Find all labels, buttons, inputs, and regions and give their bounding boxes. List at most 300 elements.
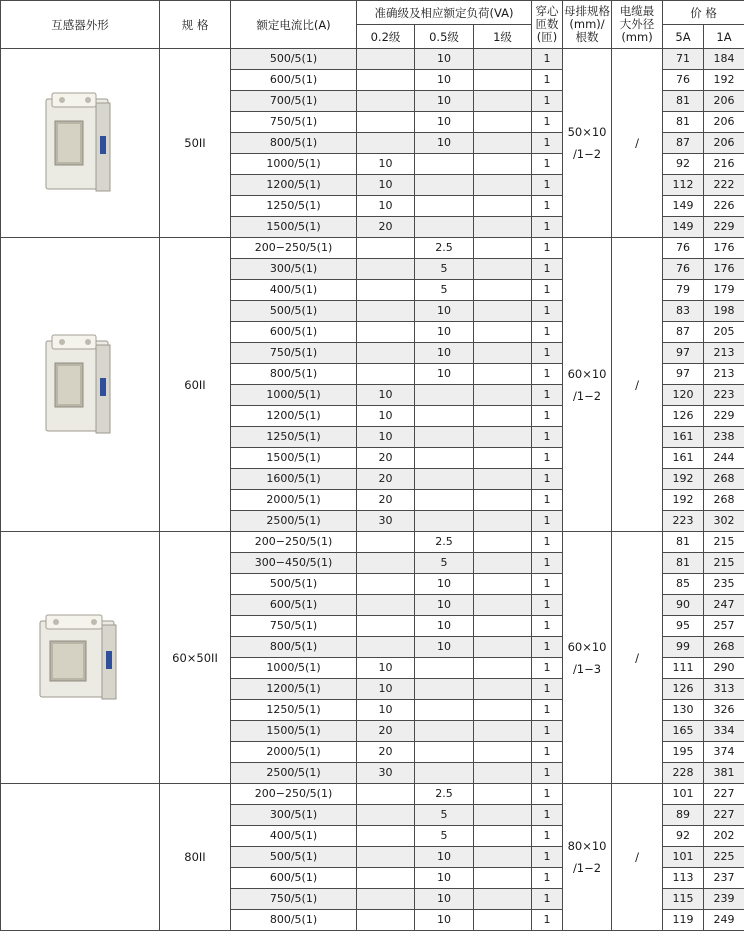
busbar-count: /1−2: [572, 147, 602, 161]
price-1a-cell: 226: [704, 196, 744, 217]
ratio-cell: 750/5(1): [231, 112, 357, 133]
acc-05-cell: 10: [415, 133, 474, 154]
acc-05-cell: [415, 658, 474, 679]
header-price: 价 格: [663, 1, 744, 25]
acc-02-cell: 20: [357, 721, 415, 742]
acc-02-cell: [357, 49, 415, 70]
ratio-cell: 1000/5(1): [231, 658, 357, 679]
header-acc-1: 1级: [474, 25, 532, 49]
turns-cell: 1: [532, 574, 563, 595]
ratio-cell: 1500/5(1): [231, 448, 357, 469]
price-1a-cell: 235: [704, 574, 744, 595]
spec-cell: 50II: [160, 49, 231, 238]
acc-05-cell: [415, 469, 474, 490]
busbar-size: 80×10: [567, 839, 607, 853]
ratio-cell: 800/5(1): [231, 133, 357, 154]
acc-1-cell: [474, 91, 532, 112]
price-5a-cell: 87: [663, 322, 704, 343]
price-5a-cell: 192: [663, 490, 704, 511]
price-5a-cell: 76: [663, 238, 704, 259]
price-1a-cell: 215: [704, 553, 744, 574]
acc-02-cell: 30: [357, 511, 415, 532]
acc-05-cell: 2.5: [415, 784, 474, 805]
price-1a-cell: 205: [704, 322, 744, 343]
cable-cell: /: [612, 238, 663, 532]
header-price-1a: 1A: [704, 25, 744, 49]
acc-05-cell: [415, 448, 474, 469]
turns-cell: 1: [532, 196, 563, 217]
turns-cell: 1: [532, 616, 563, 637]
turns-cell: 1: [532, 910, 563, 931]
price-1a-cell: 334: [704, 721, 744, 742]
turns-cell: 1: [532, 679, 563, 700]
acc-02-cell: [357, 70, 415, 91]
header-cable-text: 电缆最大外径(mm): [619, 4, 655, 44]
price-5a-cell: 115: [663, 889, 704, 910]
acc-02-cell: 10: [357, 406, 415, 427]
acc-1-cell: [474, 868, 532, 889]
price-5a-cell: 161: [663, 427, 704, 448]
acc-1-cell: [474, 406, 532, 427]
acc-02-cell: 10: [357, 700, 415, 721]
turns-cell: 1: [532, 385, 563, 406]
turns-cell: 1: [532, 259, 563, 280]
acc-05-cell: [415, 763, 474, 784]
acc-1-cell: [474, 595, 532, 616]
acc-1-cell: [474, 385, 532, 406]
price-1a-cell: 213: [704, 343, 744, 364]
busbar-count: /1−3: [572, 661, 602, 676]
turns-cell: 1: [532, 469, 563, 490]
acc-05-cell: 5: [415, 805, 474, 826]
price-1a-cell: 247: [704, 595, 744, 616]
ratio-cell: 800/5(1): [231, 364, 357, 385]
acc-02-cell: 10: [357, 154, 415, 175]
price-5a-cell: 120: [663, 385, 704, 406]
spec-cell: 60II: [160, 238, 231, 532]
acc-1-cell: [474, 364, 532, 385]
price-1a-cell: 192: [704, 70, 744, 91]
acc-02-cell: [357, 238, 415, 259]
price-5a-cell: 126: [663, 406, 704, 427]
turns-cell: 1: [532, 133, 563, 154]
price-1a-cell: 206: [704, 112, 744, 133]
acc-02-cell: [357, 112, 415, 133]
acc-05-cell: [415, 679, 474, 700]
ratio-cell: 500/5(1): [231, 574, 357, 595]
acc-02-cell: [357, 805, 415, 826]
price-5a-cell: 81: [663, 553, 704, 574]
acc-1-cell: [474, 679, 532, 700]
acc-05-cell: [415, 511, 474, 532]
acc-1-cell: [474, 175, 532, 196]
cable-cell: /: [612, 784, 663, 931]
price-5a-cell: 195: [663, 742, 704, 763]
price-1a-cell: 313: [704, 679, 744, 700]
ratio-cell: 2500/5(1): [231, 511, 357, 532]
turns-cell: 1: [532, 364, 563, 385]
price-1a-cell: 374: [704, 742, 744, 763]
header-price-5a: 5A: [663, 25, 704, 49]
price-5a-cell: 101: [663, 784, 704, 805]
turns-cell: 1: [532, 490, 563, 511]
acc-05-cell: 10: [415, 910, 474, 931]
price-1a-cell: 268: [704, 637, 744, 658]
busbar-cell: [563, 238, 612, 532]
acc-1-cell: [474, 217, 532, 238]
turns-cell: 1: [532, 217, 563, 238]
acc-02-cell: [357, 616, 415, 637]
price-1a-cell: 202: [704, 826, 744, 847]
turns-cell: 1: [532, 805, 563, 826]
price-5a-cell: 92: [663, 826, 704, 847]
acc-05-cell: 10: [415, 868, 474, 889]
acc-1-cell: [474, 448, 532, 469]
acc-02-cell: [357, 784, 415, 805]
acc-02-cell: [357, 868, 415, 889]
turns-cell: 1: [532, 511, 563, 532]
acc-1-cell: [474, 490, 532, 511]
price-1a-cell: 222: [704, 175, 744, 196]
acc-1-cell: [474, 427, 532, 448]
price-5a-cell: 76: [663, 70, 704, 91]
busbar-size: 60×10: [567, 366, 607, 381]
price-5a-cell: 79: [663, 280, 704, 301]
acc-05-cell: [415, 196, 474, 217]
acc-1-cell: [474, 301, 532, 322]
acc-02-cell: [357, 364, 415, 385]
turns-cell: 1: [532, 847, 563, 868]
acc-1-cell: [474, 532, 532, 553]
acc-02-cell: 20: [357, 490, 415, 511]
ratio-cell: 1600/5(1): [231, 469, 357, 490]
acc-1-cell: [474, 847, 532, 868]
acc-05-cell: [415, 427, 474, 448]
acc-05-cell: 5: [415, 826, 474, 847]
acc-1-cell: [474, 742, 532, 763]
acc-02-cell: [357, 910, 415, 931]
table-row: [1, 784, 744, 805]
cable-cell: /: [612, 532, 663, 784]
turns-cell: 1: [532, 826, 563, 847]
acc-02-cell: [357, 343, 415, 364]
turns-cell: 1: [532, 553, 563, 574]
turns-cell: 1: [532, 175, 563, 196]
price-5a-cell: 228: [663, 763, 704, 784]
ratio-cell: 750/5(1): [231, 616, 357, 637]
header-turns-text: 穿心匝数(匝): [535, 4, 559, 44]
transformer-photo-cell: [1, 784, 160, 931]
acc-1-cell: [474, 553, 532, 574]
acc-1-cell: [474, 889, 532, 910]
price-5a-cell: 85: [663, 574, 704, 595]
acc-1-cell: [474, 658, 532, 679]
ratio-cell: 1250/5(1): [231, 196, 357, 217]
turns-cell: 1: [532, 637, 563, 658]
turns-cell: 1: [532, 721, 563, 742]
ratio-cell: 300/5(1): [231, 805, 357, 826]
acc-1-cell: [474, 574, 532, 595]
acc-05-cell: [415, 700, 474, 721]
turns-cell: 1: [532, 700, 563, 721]
ratio-cell: 1000/5(1): [231, 385, 357, 406]
acc-05-cell: 10: [415, 637, 474, 658]
turns-cell: 1: [532, 70, 563, 91]
acc-1-cell: [474, 154, 532, 175]
price-1a-cell: 239: [704, 889, 744, 910]
acc-02-cell: [357, 595, 415, 616]
ratio-cell: 1000/5(1): [231, 154, 357, 175]
table-body: [1, 49, 744, 931]
acc-02-cell: 10: [357, 679, 415, 700]
price-5a-cell: 165: [663, 721, 704, 742]
acc-02-cell: [357, 553, 415, 574]
header-busbar: [563, 1, 612, 49]
price-1a-cell: 179: [704, 280, 744, 301]
price-1a-cell: 213: [704, 364, 744, 385]
acc-1-cell: [474, 511, 532, 532]
price-1a-cell: 227: [704, 805, 744, 826]
ratio-cell: 200−250/5(1): [231, 238, 357, 259]
turns-cell: 1: [532, 49, 563, 70]
busbar-cell: [563, 784, 612, 931]
price-1a-cell: 244: [704, 448, 744, 469]
turns-cell: 1: [532, 784, 563, 805]
turns-cell: 1: [532, 427, 563, 448]
price-1a-cell: 238: [704, 427, 744, 448]
price-5a-cell: 83: [663, 301, 704, 322]
acc-1-cell: [474, 49, 532, 70]
price-1a-cell: 290: [704, 658, 744, 679]
turns-cell: 1: [532, 343, 563, 364]
price-5a-cell: 223: [663, 511, 704, 532]
acc-1-cell: [474, 259, 532, 280]
price-1a-cell: 206: [704, 91, 744, 112]
ratio-cell: 600/5(1): [231, 868, 357, 889]
acc-05-cell: 2.5: [415, 238, 474, 259]
acc-05-cell: 10: [415, 322, 474, 343]
price-1a-cell: 223: [704, 385, 744, 406]
acc-05-cell: 10: [415, 343, 474, 364]
transformer-image: [42, 333, 118, 437]
ratio-cell: 1200/5(1): [231, 679, 357, 700]
acc-1-cell: [474, 721, 532, 742]
price-5a-cell: 130: [663, 700, 704, 721]
acc-05-cell: [415, 154, 474, 175]
acc-05-cell: 10: [415, 847, 474, 868]
acc-05-cell: 10: [415, 616, 474, 637]
ratio-cell: 1200/5(1): [231, 175, 357, 196]
ratio-cell: 1500/5(1): [231, 217, 357, 238]
turns-cell: 1: [532, 301, 563, 322]
acc-02-cell: 20: [357, 469, 415, 490]
price-5a-cell: 87: [663, 133, 704, 154]
price-1a-cell: 216: [704, 154, 744, 175]
price-5a-cell: 113: [663, 868, 704, 889]
table-row: [1, 238, 744, 259]
price-1a-cell: 268: [704, 490, 744, 511]
ratio-cell: 700/5(1): [231, 91, 357, 112]
price-5a-cell: 81: [663, 532, 704, 553]
header-acc-05: 0.5级: [415, 25, 474, 49]
turns-cell: 1: [532, 112, 563, 133]
price-1a-cell: 229: [704, 217, 744, 238]
header-spec: 规 格: [160, 1, 231, 49]
price-5a-cell: 126: [663, 679, 704, 700]
turns-cell: 1: [532, 532, 563, 553]
acc-1-cell: [474, 616, 532, 637]
transformer-photo-cell: [1, 238, 160, 532]
turns-cell: 1: [532, 280, 563, 301]
acc-1-cell: [474, 910, 532, 931]
price-1a-cell: 225: [704, 847, 744, 868]
price-1a-cell: 302: [704, 511, 744, 532]
acc-05-cell: 10: [415, 112, 474, 133]
price-1a-cell: 215: [704, 532, 744, 553]
price-5a-cell: 112: [663, 175, 704, 196]
header-accuracy: 准确级及相应额定负荷(VA): [357, 1, 532, 25]
acc-1-cell: [474, 826, 532, 847]
acc-05-cell: 5: [415, 553, 474, 574]
acc-1-cell: [474, 280, 532, 301]
transformer-image: [42, 91, 118, 195]
turns-cell: 1: [532, 91, 563, 112]
price-1a-cell: 176: [704, 238, 744, 259]
ratio-cell: 500/5(1): [231, 847, 357, 868]
busbar-size: 50×10: [567, 125, 607, 139]
ratio-cell: 2000/5(1): [231, 490, 357, 511]
turns-cell: 1: [532, 238, 563, 259]
turns-cell: 1: [532, 322, 563, 343]
turns-cell: 1: [532, 154, 563, 175]
acc-1-cell: [474, 700, 532, 721]
busbar-cell: [563, 49, 612, 238]
acc-02-cell: [357, 322, 415, 343]
acc-1-cell: [474, 112, 532, 133]
ratio-cell: 400/5(1): [231, 826, 357, 847]
price-1a-cell: 237: [704, 868, 744, 889]
ratio-cell: 2500/5(1): [231, 763, 357, 784]
transformer-photo-cell: [1, 49, 160, 238]
header-cable: [612, 1, 663, 49]
acc-05-cell: 10: [415, 49, 474, 70]
price-5a-cell: 92: [663, 154, 704, 175]
price-5a-cell: 97: [663, 364, 704, 385]
acc-02-cell: 20: [357, 448, 415, 469]
acc-02-cell: [357, 847, 415, 868]
ratio-cell: 800/5(1): [231, 910, 357, 931]
transformer-image: [36, 613, 124, 703]
acc-05-cell: [415, 217, 474, 238]
ratio-cell: 1200/5(1): [231, 406, 357, 427]
acc-05-cell: [415, 385, 474, 406]
acc-05-cell: 2.5: [415, 532, 474, 553]
turns-cell: 1: [532, 868, 563, 889]
acc-05-cell: 5: [415, 259, 474, 280]
price-5a-cell: 89: [663, 805, 704, 826]
ratio-cell: 750/5(1): [231, 343, 357, 364]
acc-02-cell: [357, 889, 415, 910]
acc-05-cell: [415, 490, 474, 511]
ratio-cell: 2000/5(1): [231, 742, 357, 763]
table-row: [1, 49, 744, 70]
acc-05-cell: 10: [415, 574, 474, 595]
spec-cell: 80II: [160, 784, 231, 931]
busbar-size: 60×10: [567, 639, 607, 654]
price-5a-cell: 149: [663, 196, 704, 217]
price-5a-cell: 111: [663, 658, 704, 679]
acc-1-cell: [474, 322, 532, 343]
acc-1-cell: [474, 469, 532, 490]
turns-cell: 1: [532, 448, 563, 469]
acc-1-cell: [474, 343, 532, 364]
transformer-photo-cell: [1, 532, 160, 784]
ratio-cell: 600/5(1): [231, 322, 357, 343]
acc-02-cell: 30: [357, 763, 415, 784]
price-1a-cell: 326: [704, 700, 744, 721]
price-5a-cell: 97: [663, 343, 704, 364]
price-5a-cell: 119: [663, 910, 704, 931]
acc-02-cell: [357, 301, 415, 322]
price-1a-cell: 381: [704, 763, 744, 784]
busbar-count: /1−2: [572, 388, 602, 403]
acc-05-cell: 10: [415, 595, 474, 616]
price-5a-cell: 81: [663, 112, 704, 133]
acc-02-cell: [357, 280, 415, 301]
acc-02-cell: 20: [357, 217, 415, 238]
acc-02-cell: [357, 259, 415, 280]
acc-05-cell: 10: [415, 889, 474, 910]
acc-05-cell: [415, 175, 474, 196]
price-5a-cell: 71: [663, 49, 704, 70]
ratio-cell: 300−450/5(1): [231, 553, 357, 574]
acc-02-cell: 10: [357, 658, 415, 679]
ratio-cell: 200−250/5(1): [231, 784, 357, 805]
acc-1-cell: [474, 805, 532, 826]
turns-cell: 1: [532, 595, 563, 616]
price-1a-cell: 176: [704, 259, 744, 280]
cable-cell: /: [612, 49, 663, 238]
spec-cell: 60×50II: [160, 532, 231, 784]
header-acc-02: 0.2级: [357, 25, 415, 49]
ratio-cell: 500/5(1): [231, 49, 357, 70]
acc-05-cell: 10: [415, 91, 474, 112]
price-1a-cell: 229: [704, 406, 744, 427]
turns-cell: 1: [532, 658, 563, 679]
acc-05-cell: 5: [415, 280, 474, 301]
price-1a-cell: 249: [704, 910, 744, 931]
ratio-cell: 200−250/5(1): [231, 532, 357, 553]
turns-cell: 1: [532, 406, 563, 427]
acc-02-cell: [357, 637, 415, 658]
ratio-cell: 1250/5(1): [231, 427, 357, 448]
acc-02-cell: [357, 532, 415, 553]
ratio-cell: 600/5(1): [231, 70, 357, 91]
ratio-cell: 400/5(1): [231, 280, 357, 301]
acc-02-cell: 10: [357, 175, 415, 196]
turns-cell: 1: [532, 742, 563, 763]
price-5a-cell: 101: [663, 847, 704, 868]
header-turns: [532, 1, 563, 49]
price-5a-cell: 161: [663, 448, 704, 469]
acc-1-cell: [474, 238, 532, 259]
acc-1-cell: [474, 133, 532, 154]
header-ratio: 额定电流比(A): [231, 1, 357, 49]
header-shape: 互感器外形: [1, 1, 160, 49]
header-busbar-text: 母排规格(mm)/根数: [564, 4, 611, 44]
acc-1-cell: [474, 70, 532, 91]
price-1a-cell: 227: [704, 784, 744, 805]
